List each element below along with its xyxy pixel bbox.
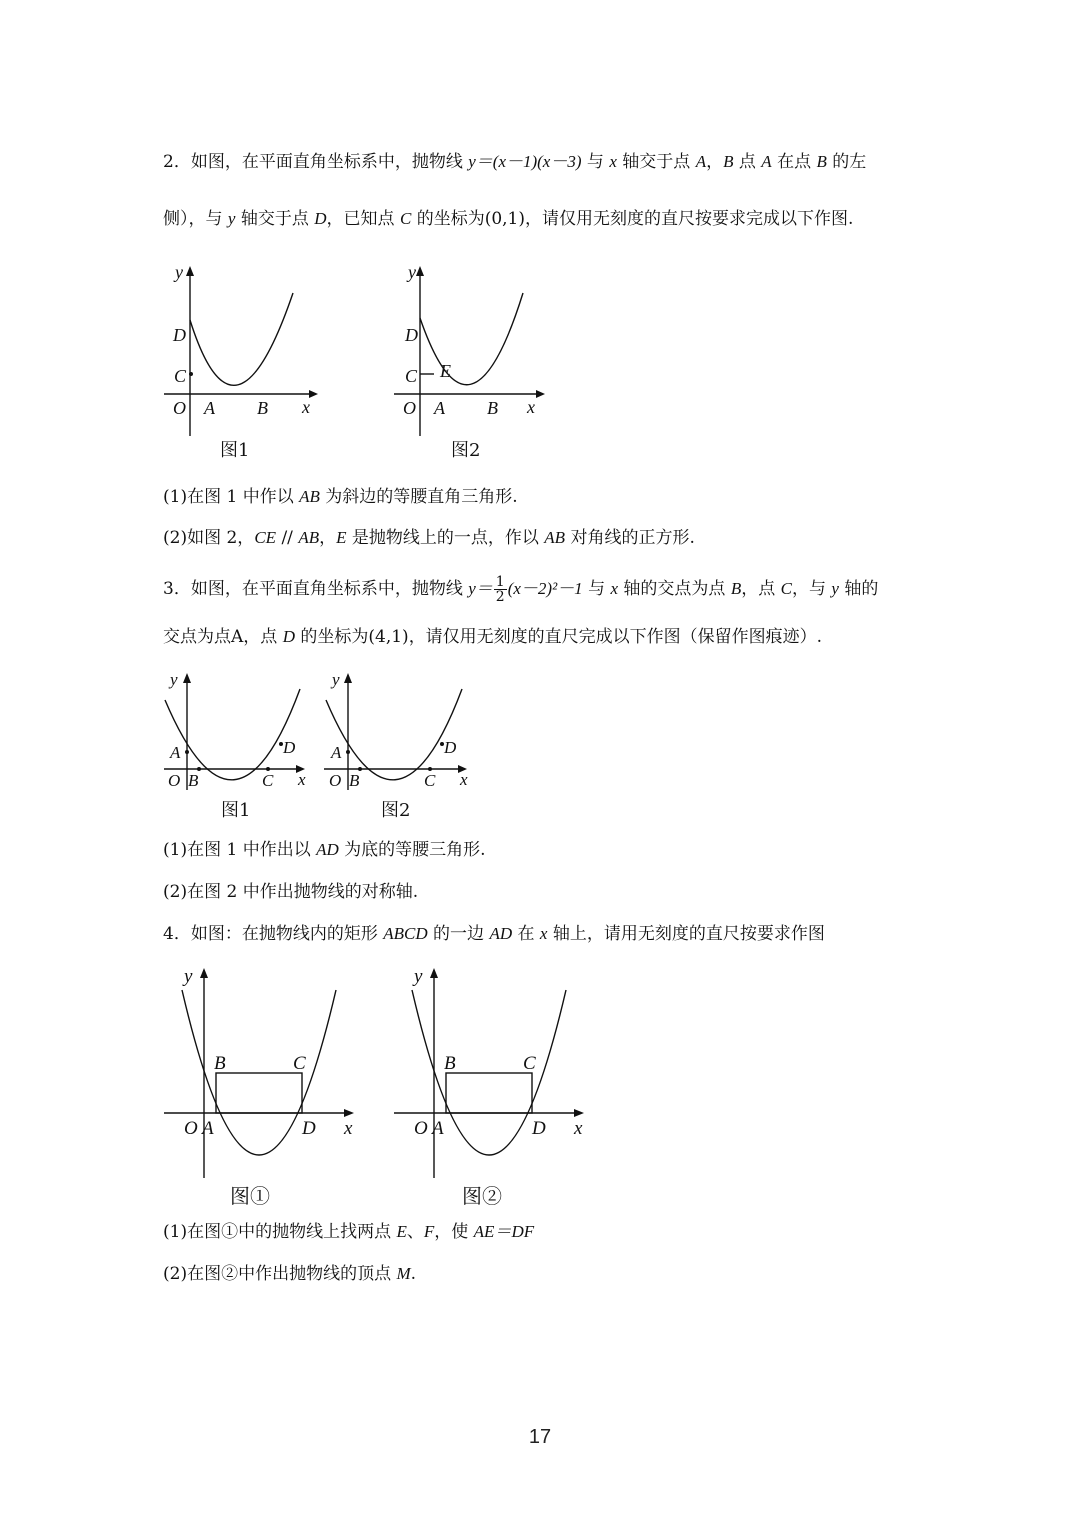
q3-figure-2-caption: 图2 <box>381 800 411 821</box>
q2-figure-1-caption: 图1 <box>220 440 250 461</box>
label-c: C <box>523 1053 536 1074</box>
rectangle-abcd <box>446 1073 532 1113</box>
q2-part-1: (1)在图 1 中作以 AB 为斜边的等腰直角三角形. <box>163 487 518 507</box>
page-number: 17 <box>528 1426 552 1448</box>
x-axis-arrow <box>344 1109 354 1117</box>
q3-figure-1 <box>160 665 320 805</box>
label-c: C <box>424 771 436 790</box>
parabola <box>420 293 523 385</box>
label-o: O <box>414 1118 428 1139</box>
parabola <box>190 293 293 385</box>
q4-figure-1-caption: 图① <box>230 1184 270 1208</box>
q2-part-2: (2)如图 2，CE // AB，E 是抛物线上的一点，作以 AB 对角线的正方形. <box>163 528 695 548</box>
label-a: A <box>202 1118 214 1139</box>
y-axis-label: y <box>414 966 423 987</box>
x-axis-arrow <box>574 1109 584 1117</box>
label-b: B <box>487 398 498 418</box>
q2-point-c-coordinate: (0,1) <box>484 209 526 229</box>
q2-figure-1 <box>160 258 330 438</box>
label-o: O <box>168 771 181 790</box>
q3-part-1: (1)在图 1 中作出以 AD 为底的等腰三角形. <box>163 840 486 860</box>
label-d: D <box>444 738 457 757</box>
label-d: D <box>532 1118 546 1139</box>
label-b: B <box>214 1053 226 1074</box>
label-c: C <box>174 366 187 386</box>
x-axis-label: x <box>460 770 468 789</box>
q3-part-2: (2)在图 2 中作出抛物线的对称轴. <box>163 882 419 902</box>
x-axis-label: x <box>527 397 535 417</box>
point-c-dot <box>189 372 193 376</box>
rectangle-abcd <box>216 1073 302 1113</box>
q3-figure-1-caption: 图1 <box>221 800 251 821</box>
label-o: O <box>184 1118 198 1139</box>
y-axis-arrow <box>416 266 424 276</box>
label-d: D <box>405 325 418 345</box>
label-b: B <box>257 398 268 418</box>
point-a-dot <box>346 750 350 754</box>
point-a-dot <box>185 750 189 754</box>
x-axis-label: x <box>344 1118 353 1139</box>
label-d: D <box>302 1118 316 1139</box>
q2-figure-2 <box>390 258 560 438</box>
parabola <box>326 689 462 780</box>
label-d: D <box>173 325 186 345</box>
y-axis-label: y <box>175 262 183 282</box>
fraction-one-half: $\frac{1}{2}$ <box>495 574 505 605</box>
label-o: O <box>329 771 342 790</box>
q3-point-d-coordinate: (4,1) <box>368 627 409 647</box>
x-axis-label: x <box>574 1118 583 1139</box>
label-b: B <box>444 1053 456 1074</box>
label-c: C <box>262 771 274 790</box>
label-o: O <box>403 398 416 418</box>
label-e: E <box>440 361 451 381</box>
q4-figure-1 <box>160 960 370 1185</box>
q3-stem-line2: 交点为点A，点 D 的坐标为(4,1)，请仅用无刻度的直尺完成以下作图（保留作图痕迹）. <box>163 627 823 647</box>
q2-figure-2-caption: 图2 <box>451 440 481 461</box>
y-axis-label: y <box>408 262 416 282</box>
label-o: O <box>173 398 186 418</box>
y-axis-arrow <box>183 673 191 683</box>
y-axis-arrow <box>200 968 208 978</box>
label-a: A <box>331 743 342 762</box>
q4-figure-2 <box>390 960 600 1185</box>
parabola <box>165 689 300 780</box>
y-axis-arrow <box>430 968 438 978</box>
label-d: D <box>283 738 296 757</box>
label-b: B <box>188 771 199 790</box>
y-axis-arrow <box>344 673 352 683</box>
label-c: C <box>293 1053 306 1074</box>
q3-figure-2 <box>320 665 480 805</box>
q2-stem-line2: 侧），与 y 轴交于点 D，已知点 C 的坐标为(0,1)，请仅用无刻度的直尺按要求完成以下作图. <box>163 209 854 229</box>
x-axis-label: x <box>302 397 310 417</box>
x-axis-label: x <box>298 770 306 789</box>
x-axis-arrow <box>309 390 318 398</box>
q2-equation: y＝(x－1)(x－3) <box>468 152 582 171</box>
q4-part-2: (2)在图②中作出抛物线的顶点 M. <box>163 1264 417 1284</box>
q3-stem-line1: 3．如图，在平面直角坐标系中，抛物线 y＝ $\frac{1}{2}$ (x－2)²－1 与 x 轴的交点为点 B，点 C，与 y 轴的 <box>163 574 879 605</box>
y-axis-label: y <box>184 966 193 987</box>
label-a: A <box>170 743 181 762</box>
label-c: C <box>405 366 418 386</box>
y-axis-arrow <box>186 266 194 276</box>
q4-part-1: (1)在图①中的抛物线上找两点 E、F，使 AE＝DF <box>163 1222 535 1242</box>
q4-stem-line1: 4．如图：在抛物线内的矩形 ABCD 的一边 AD 在 x 轴上，请用无刻度的直尺按要求作图 <box>163 924 825 944</box>
label-a: A <box>434 398 445 418</box>
q2-stem-line1: 2．如图，在平面直角坐标系中，抛物线 y＝(x－1)(x－3) 与 x 轴交于点 A，B 点 A 在点 B 的左 <box>163 152 867 172</box>
q3-equation: (x－2)²－1 <box>507 579 583 598</box>
label-b: B <box>349 771 360 790</box>
label-a: A <box>432 1118 444 1139</box>
y-axis-label: y <box>170 670 178 689</box>
x-axis-arrow <box>536 390 545 398</box>
y-axis-label: y <box>332 670 340 689</box>
q4-figure-2-caption: 图② <box>462 1184 502 1208</box>
label-a: A <box>204 398 215 418</box>
